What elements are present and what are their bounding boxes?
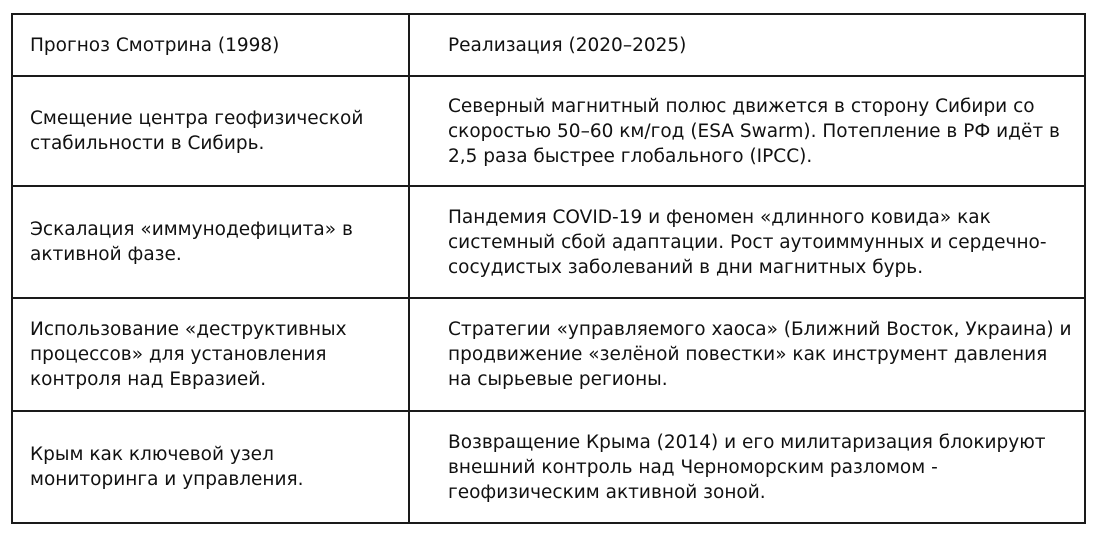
header-cell-forecast: Прогноз Смотрина (1998) bbox=[12, 14, 409, 76]
table-row bbox=[12, 186, 1085, 298]
table-row bbox=[12, 298, 1085, 411]
table-row bbox=[12, 76, 1085, 186]
forecast-cell: Использование «деструктивных процессов» для установления контроля над Евразией. bbox=[12, 298, 409, 411]
forecast-cell: Смещение центра геофизической стабильности в Сибирь. bbox=[12, 76, 409, 186]
realization-cell: Северный магнитный полюс движется в сторону Сибири со скоростью 50–60 км/год (ESA Swarm). Потепление в РФ идёт в 2,5 раза быстрее глобального (IPCC). bbox=[409, 76, 1085, 186]
table-row bbox=[12, 411, 1085, 523]
realization-cell: Стратегии «управляемого хаоса» (Ближний Восток, Украина) и продвижение «зелёной повестки» как инструмент давления на сырьевые регионы. bbox=[409, 298, 1085, 411]
forecast-cell: Крым как ключевой узел мониторинга и управления. bbox=[12, 411, 409, 523]
realization-cell: Возвращение Крыма (2014) и его милитаризация блокируют внешний контроль над Черноморским разломом - геофизическим активной зоной. bbox=[409, 411, 1085, 523]
table-header-row bbox=[12, 14, 1085, 76]
realization-cell: Пандемия COVID-19 и феномен «длинного ковида» как системный сбой адаптации. Рост аутоиммунных и сердечно-сосудистых заболеваний в дни магнитных бурь. bbox=[409, 186, 1085, 298]
header-cell-realization: Реализация (2020–2025) bbox=[409, 14, 1085, 76]
forecast-cell: Эскалация «иммунодефицита» в активной фазе. bbox=[12, 186, 409, 298]
comparison-table bbox=[11, 13, 1086, 524]
